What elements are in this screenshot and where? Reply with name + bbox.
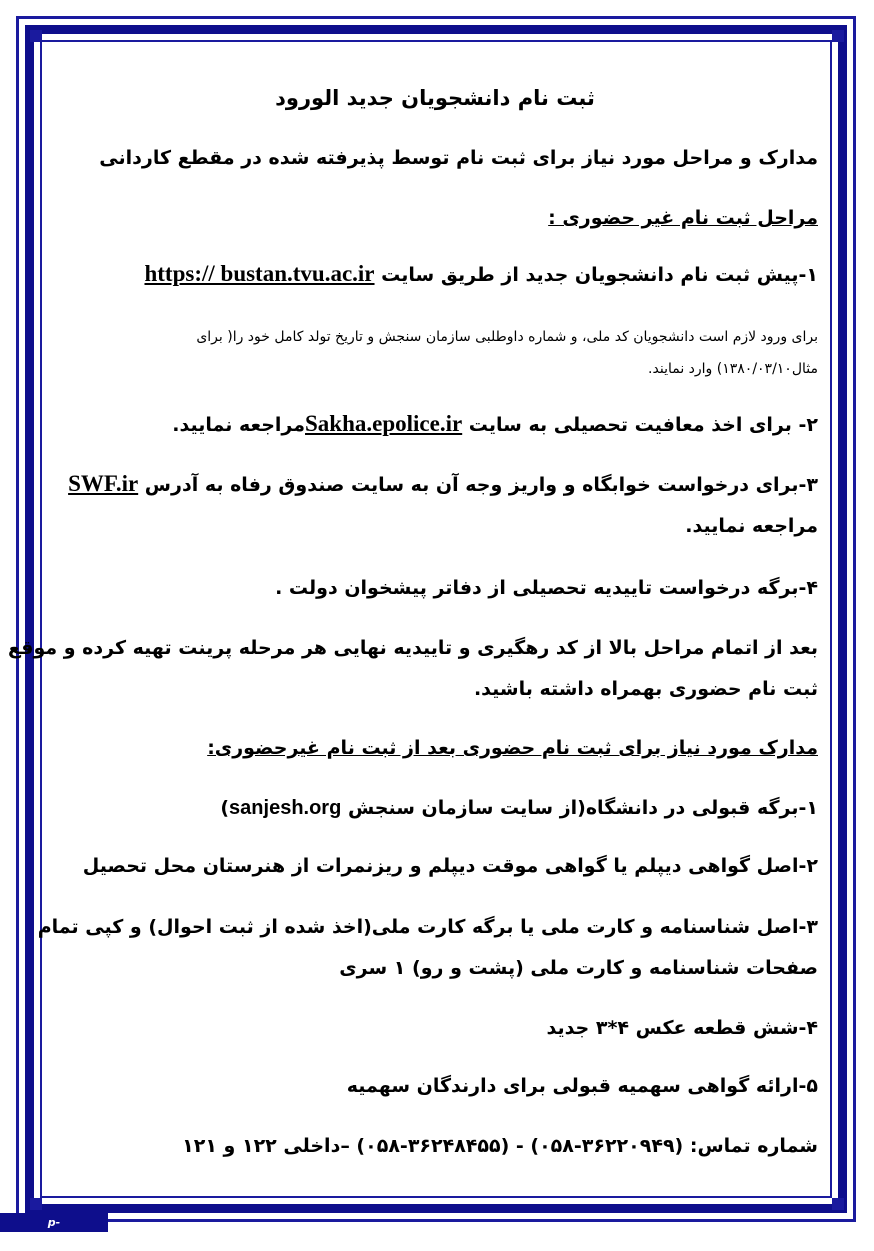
inperson-item-1-close: ) [220,797,230,819]
inperson-item-3-line-2: صفحات شناسنامه و کارت ملی (پشت و رو) ۱ سری [339,957,818,979]
inperson-item-3-line-1: ۳-اصل شناسنامه و کارت ملی یا برگه کارت ملی(اخذ شده از ثبت احوال) و کپی تمام [37,916,818,938]
inperson-item-2: ۲-اصل گواهی دیپلم یا گواهی موقت دیپلم و ریزنمرات از هنرستان محل تحصیل [82,855,818,877]
swf-link[interactable]: SWF.ir [68,471,139,496]
frame-corner [30,1198,42,1210]
document-title: ثبت نام دانشجویان جدید الورود [275,86,595,110]
bustan-link[interactable]: https:// bustan.tvu.ac.ir [144,261,375,286]
step-3-text: ۳-برای درخواست خوابگاه و واریز وجه آن به سایت صندوق رفاه به آدرس [138,474,818,496]
inperson-section-heading [52,734,818,762]
sakha-link[interactable]: Sakha.epolice.ir [305,411,463,436]
inperson-section-heading-text: مدارک مورد نیاز برای ثبت نام حضوری بعد از ثبت نام غیرحضوری: [207,737,818,759]
footer-site-tag: p-shirvan.tvu.ac.ir [0,1213,108,1232]
step-1-note-line-1: برای ورود لازم است دانشجویان کد ملی، و شماره داوطلبی سازمان سنجش و تاریخ تولد کامل خود را( برای [196,329,818,345]
step-1-text: ۱-پیش ثبت نام دانشجویان جدید از طریق سایت [381,264,818,286]
contact-numbers: شماره تماس: (۳۶۲۲۰۹۴۹-۰۵۸) - (۳۶۲۴۸۴۵۵-۰۵۸) –داخلی ۱۲۲ و ۱۲۱ [182,1135,818,1157]
document-body [8,70,818,1190]
after-steps-line-2: ثبت نام حضوری بهمراه داشته باشید. [473,678,818,700]
step-1 [52,260,818,289]
frame-corner [832,1198,844,1210]
sanjesh-site: sanjesh.org [229,797,342,819]
step-2-text: ۲- برای اخذ معافیت تحصیلی به سایت [462,414,818,436]
step-2 [52,410,818,439]
inperson-item-1-text: ۱-برگه قبولی در دانشگاه(از سایت سازمان سنجش [347,797,818,819]
inperson-item-4: ۴-شش قطعه عکس ۴*۳ جدید [546,1017,818,1039]
step-2-text-after: مراجعه نمایید. [172,414,306,436]
online-section-heading [52,204,818,232]
after-steps-line-1: بعد از اتمام مراحل بالا از کد رهگیری و تاییدیه نهایی هر مرحله پرینت تهیه کرده و موقع [8,637,818,659]
step-3-line-2: مراجعه نمایید. [685,515,818,537]
intro-text: مدارک و مراحل مورد نیاز برای ثبت نام توسط پذیرفته شده در مقطع کاردانی [99,147,818,169]
frame-corner [30,30,42,42]
step-4: ۴-برگه درخواست تاییدیه تحصیلی از دفاتر پیشخوان دولت . [275,577,818,599]
step-3 [52,470,818,499]
online-section-heading-text: مراحل ثبت نام غیر حضوری : [548,207,818,229]
frame-corner [832,30,844,42]
step-1-note-line-2: مثال۱۳۸۰/۰۳/۱۰) وارد نمایند. [648,361,818,377]
inperson-item-1 [52,794,818,822]
inperson-item-5: ۵-ارائه گواهی سهمیه قبولی برای دارندگان سهمیه [346,1075,818,1097]
